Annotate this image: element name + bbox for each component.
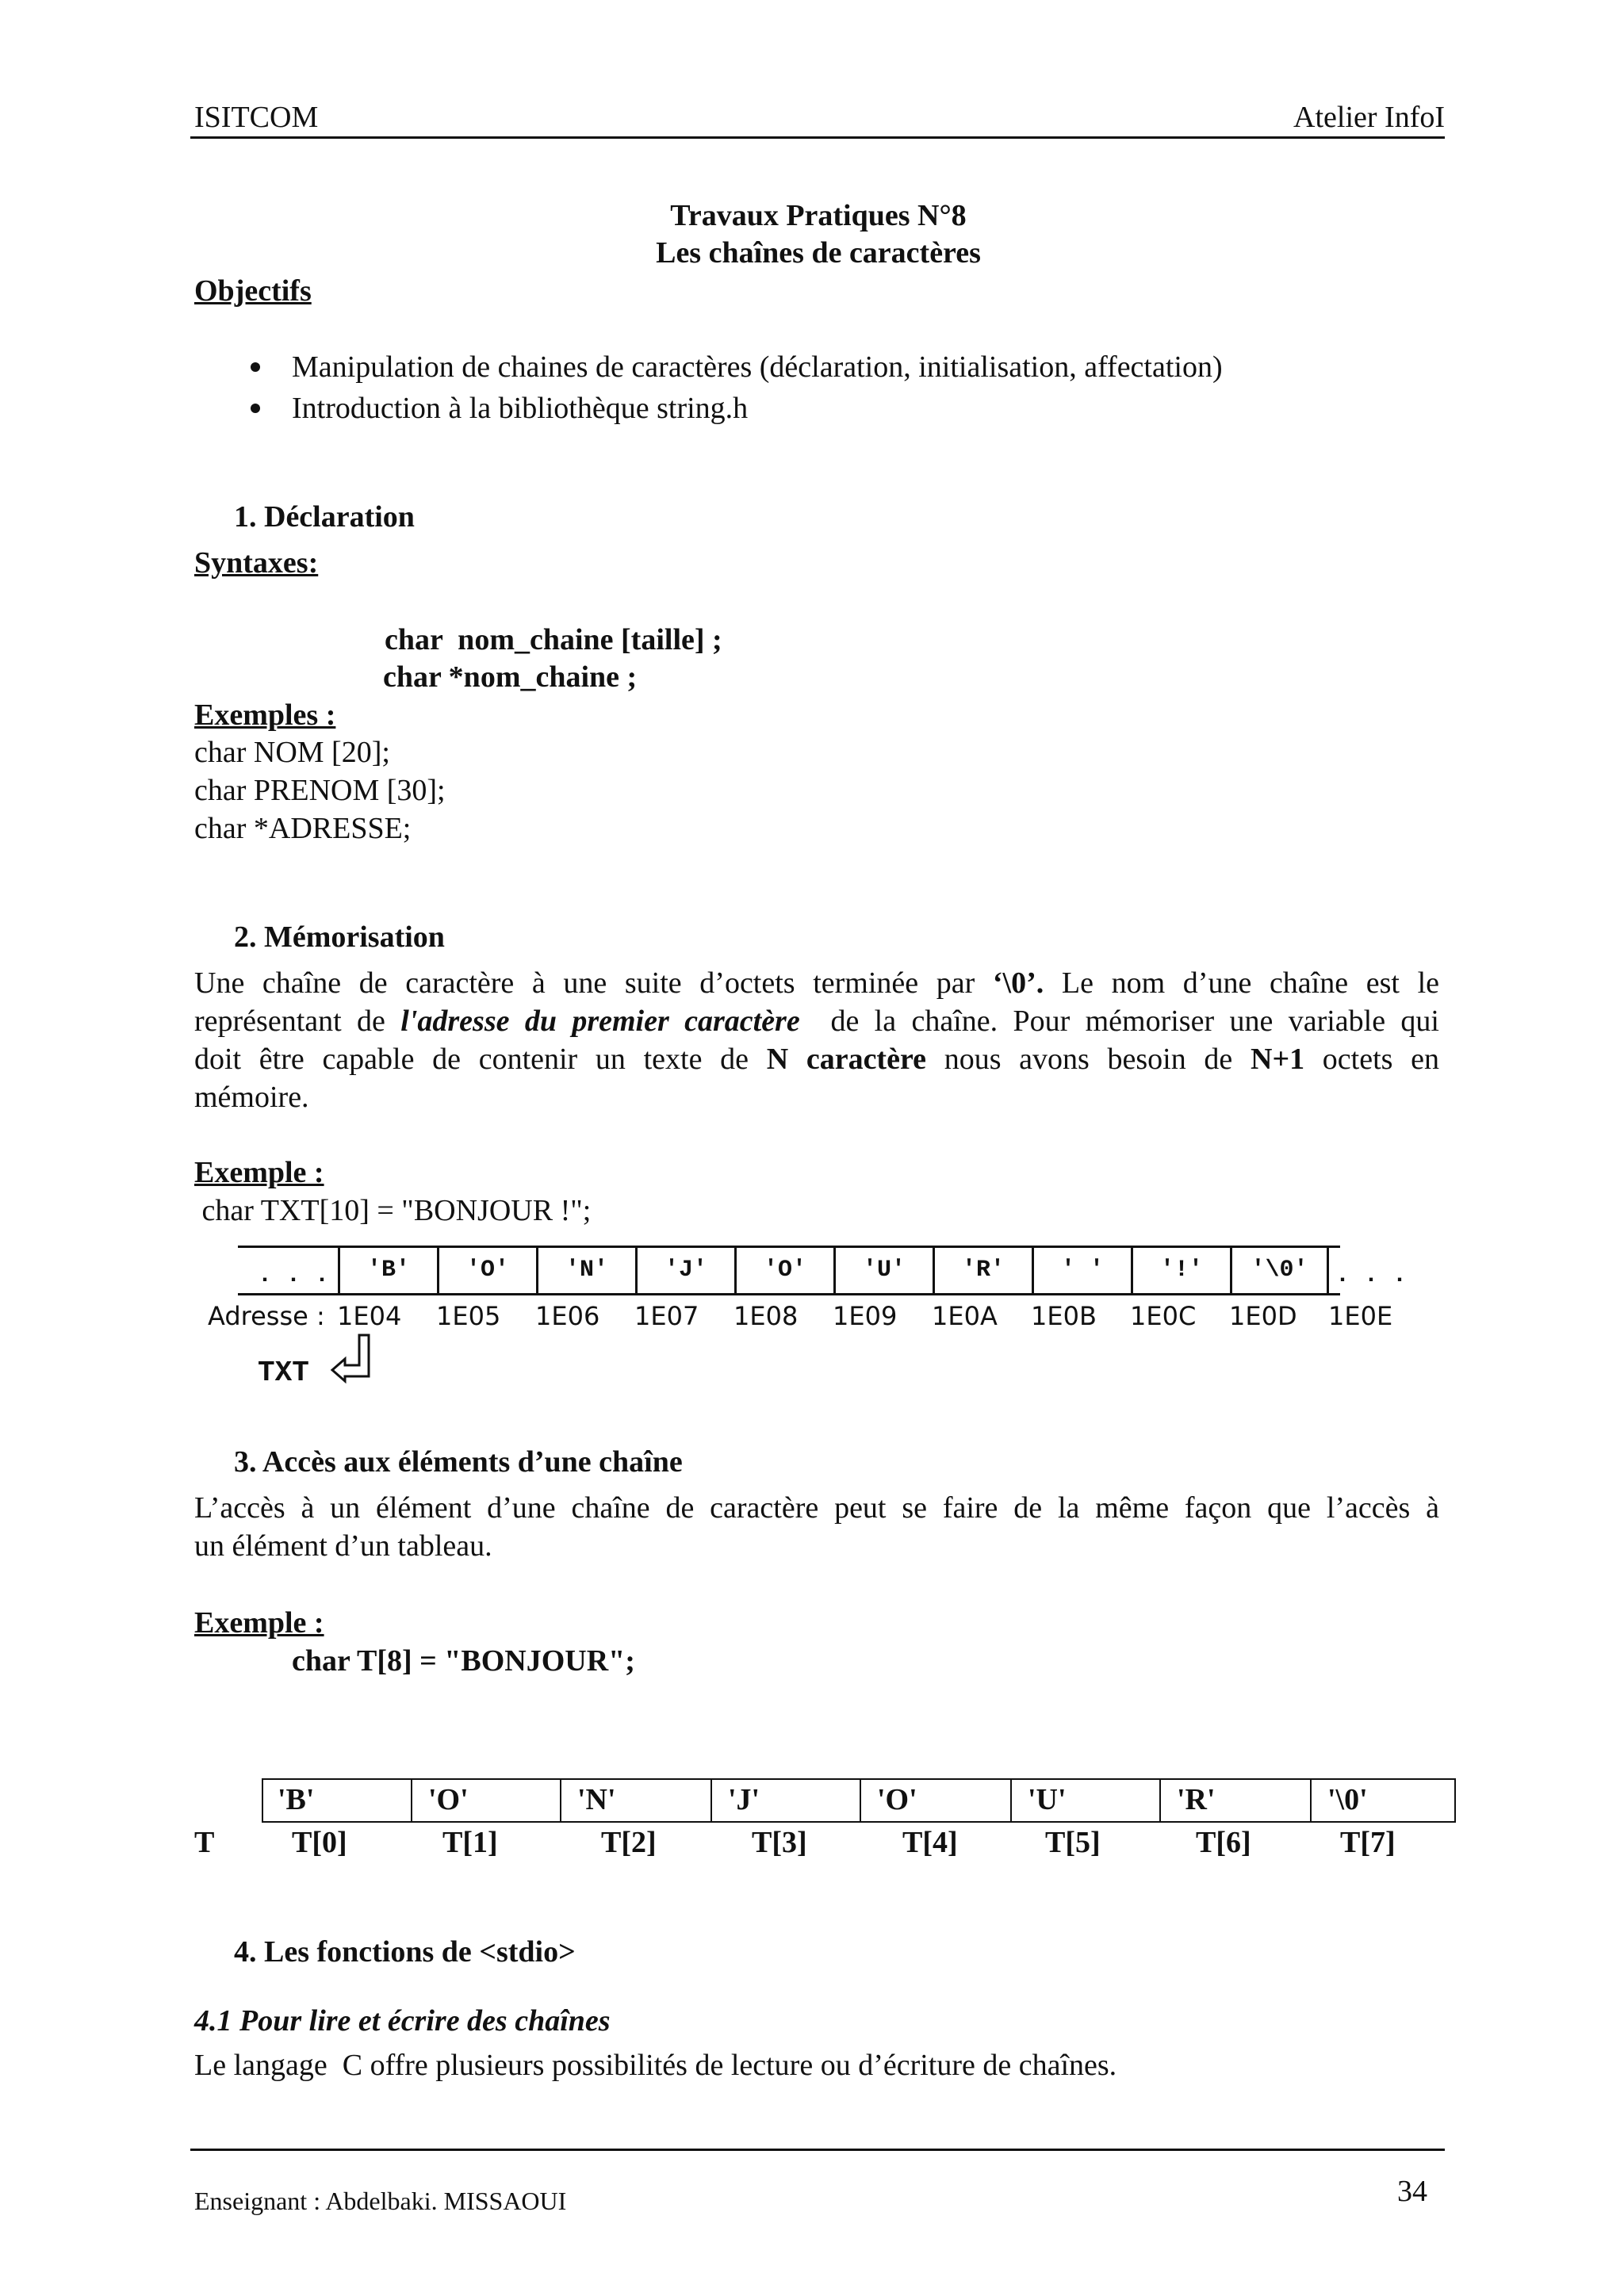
memory-cell: 'J' xyxy=(635,1247,734,1295)
array-index: T[7] xyxy=(1340,1826,1396,1859)
array-cell: 'J' xyxy=(712,1780,861,1821)
array-cell: '\0' xyxy=(1327,1783,1368,1816)
syntax-line-2: char *nom_chaine ; xyxy=(383,660,638,694)
example-line-1: char NOM [20]; xyxy=(194,736,390,769)
array-cell: 'U' xyxy=(1012,1780,1161,1821)
array-index: T[2] xyxy=(601,1826,657,1859)
text-run-bold-italic: l'adresse du premier caractère xyxy=(400,1004,800,1038)
header-left: ISITCOM xyxy=(194,101,319,134)
text-run: représentant de xyxy=(194,1004,401,1038)
paragraph-line xyxy=(194,964,1439,1002)
section-3-heading: 3. Accès aux éléments d’une chaîne xyxy=(234,1445,683,1479)
paragraph-line xyxy=(194,1040,1439,1078)
objectif-item-1: Manipulation de chaines de caractères (déclaration, initialisation, affectation) xyxy=(292,350,1223,384)
array-index: T[3] xyxy=(752,1826,807,1859)
header-rule xyxy=(190,136,1445,139)
exemple-label-3: Exemple : xyxy=(194,1606,324,1640)
exemple-label-2: Exemple : xyxy=(194,1156,324,1189)
text-run: octets en xyxy=(1304,1043,1439,1076)
array-cell: 'O' xyxy=(412,1780,561,1821)
array-index: T[4] xyxy=(902,1826,958,1859)
text-run: Le nom d’une chaîne est le xyxy=(1044,966,1439,1000)
paragraph-line xyxy=(194,1002,1439,1040)
exemples-label: Exemples : xyxy=(194,698,336,732)
address-value: 1E04 xyxy=(337,1301,402,1331)
acces-paragraph xyxy=(194,1489,1439,1565)
objectifs-heading: Objectifs xyxy=(194,274,312,308)
text-run: nous avons besoin de xyxy=(926,1043,1251,1076)
address-value: 1E05 xyxy=(436,1301,501,1331)
text-run-bold: N+1 xyxy=(1251,1043,1305,1076)
text-run: de la chaîne. Pour mémoriser une variable qui xyxy=(799,1004,1439,1038)
address-value: 1E09 xyxy=(833,1301,898,1331)
address-value: 1E06 xyxy=(535,1301,600,1331)
address-value: 1E08 xyxy=(733,1301,799,1331)
address-label: Adresse : xyxy=(208,1301,325,1331)
exemple-code-3: char T[8] = "BONJOUR"; xyxy=(292,1644,635,1678)
syntax-line-1: char nom_chaine [taille] ; xyxy=(385,623,722,656)
pointer-label: TXT xyxy=(258,1357,309,1389)
address-value: 1E07 xyxy=(634,1301,699,1331)
exemple-code-2: char TXT[10] = "BONJOUR !"; xyxy=(194,1194,592,1227)
footer-teacher: Enseignant : Abdelbaki. MISSAOUI xyxy=(194,2187,567,2215)
subsection-4-1-heading: 4.1 Pour lire et écrire des chaînes xyxy=(194,2004,611,2038)
memory-ellipsis-right: . . . xyxy=(1335,1262,1408,1289)
paragraph-line: L’accès à un élément d’une chaîne de caractère peut se faire de la même façon que l’accès à xyxy=(194,1491,1439,1525)
bullet-icon xyxy=(251,404,260,413)
memory-cell: '\0' xyxy=(1230,1247,1329,1295)
array-cell: 'B' xyxy=(262,1780,412,1821)
page-title-line2: Les chaînes de caractères xyxy=(656,236,981,270)
address-value: 1E0C xyxy=(1130,1301,1197,1331)
array-index: T[6] xyxy=(1196,1826,1251,1859)
page-number: 34 xyxy=(1397,2175,1427,2208)
header-right: Atelier InfoI xyxy=(1293,101,1445,134)
page-title-line1: Travaux Pratiques N°8 xyxy=(670,199,967,232)
text-run: Une chaîne de caractère à une suite d’octets terminée par xyxy=(194,966,993,1000)
section-1-heading: 1. Déclaration xyxy=(234,500,415,534)
footer-rule xyxy=(190,2149,1445,2151)
section-4-heading: 4. Les fonctions de <stdio> xyxy=(234,1935,576,1969)
bullet-icon xyxy=(251,362,260,372)
array-index: T[5] xyxy=(1045,1826,1101,1859)
array-cell: 'R' xyxy=(1161,1780,1312,1821)
text-run-bold: N caractère xyxy=(766,1043,927,1076)
section-2-heading: 2. Mémorisation xyxy=(234,920,445,954)
array-row-label: T xyxy=(194,1826,215,1859)
text-run: doit être capable de contenir un texte de xyxy=(194,1043,767,1076)
section-4-paragraph: Le langage C offre plusieurs possibilités de lecture ou d’écriture de chaînes. xyxy=(194,2049,1117,2082)
memory-cell: 'O' xyxy=(734,1247,833,1295)
memory-cell: '!' xyxy=(1131,1247,1230,1295)
paragraph-line: mémoire. xyxy=(194,1081,309,1114)
array-index: T[0] xyxy=(292,1826,347,1859)
address-value: 1E0A xyxy=(932,1301,998,1331)
address-value: 1E0E xyxy=(1328,1301,1393,1331)
array-index: T[1] xyxy=(442,1826,498,1859)
address-value: 1E0D xyxy=(1229,1301,1297,1331)
memory-cell: 'O' xyxy=(437,1247,536,1295)
pointer-arrow-icon xyxy=(329,1332,377,1384)
memorisation-paragraph xyxy=(194,964,1439,1116)
memory-cell: 'B' xyxy=(338,1247,437,1295)
array-cell: 'N' xyxy=(561,1780,712,1821)
paragraph-line: un élément d’un tableau. xyxy=(194,1529,492,1563)
memory-cell: ' ' xyxy=(1032,1247,1131,1295)
example-line-2: char PRENOM [30]; xyxy=(194,774,446,807)
memory-cell: 'R' xyxy=(933,1247,1032,1295)
example-line-3: char *ADRESSE; xyxy=(194,812,412,845)
array-cell: 'O' xyxy=(861,1780,1012,1821)
memory-ellipsis-left: . . . xyxy=(258,1262,330,1289)
memory-cell: 'N' xyxy=(536,1247,635,1295)
syntaxes-label: Syntaxes: xyxy=(194,546,319,580)
objectif-item-2: Introduction à la bibliothèque string.h xyxy=(292,392,749,425)
address-value: 1E0B xyxy=(1031,1301,1097,1331)
text-run-bold: ‘\0’. xyxy=(992,966,1044,1000)
memory-cell: 'U' xyxy=(833,1247,933,1295)
